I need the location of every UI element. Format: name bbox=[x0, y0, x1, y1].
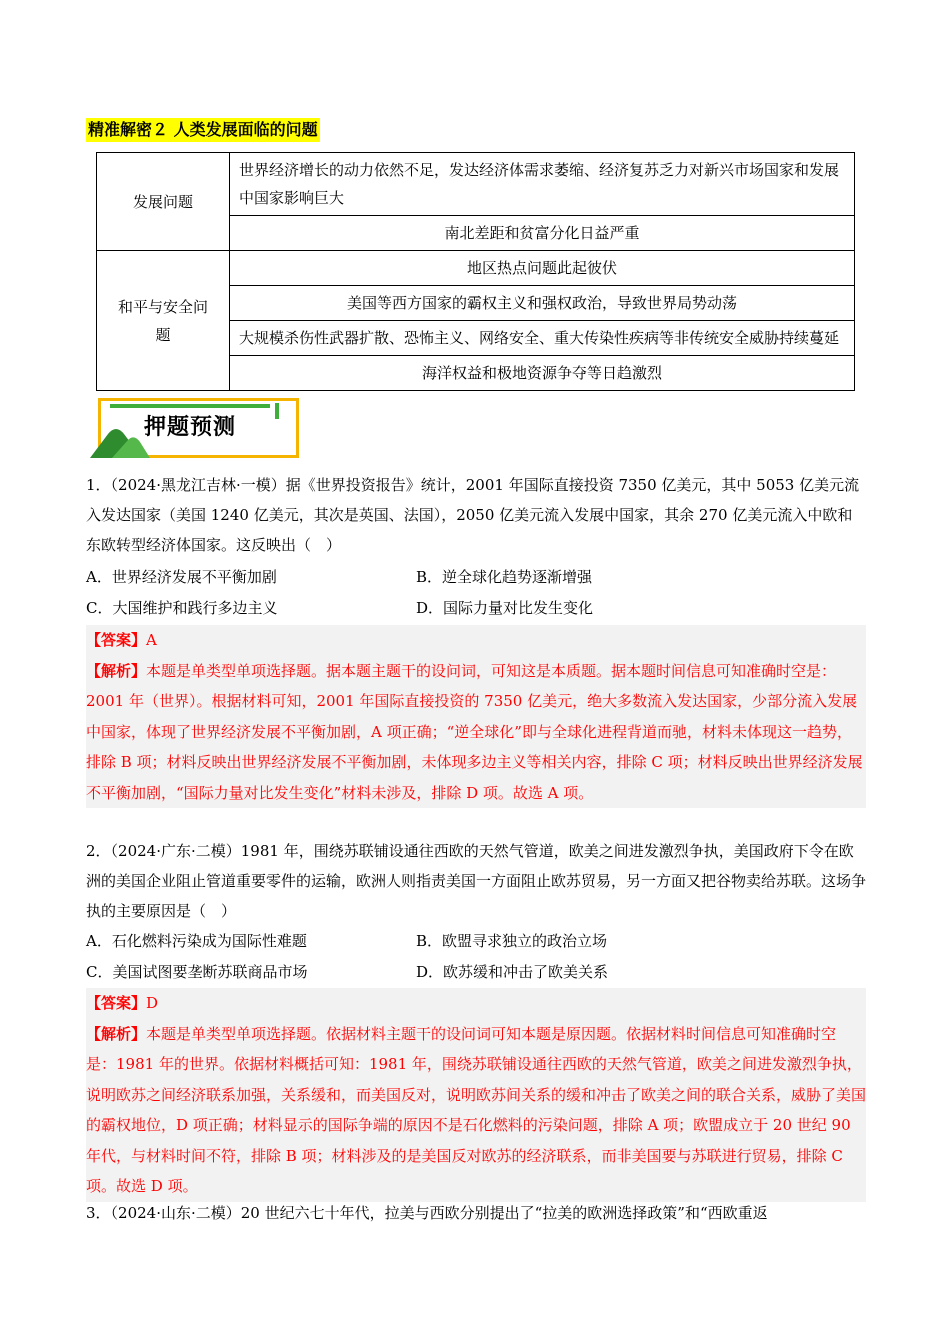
option-c: C．大国维护和践行多边主义 bbox=[86, 599, 278, 617]
question-stem: 3．（2024·山东·二模）20 世纪六七十年代，拉美与西欧分别提出了“拉美的欧洲选择政策”和“西欧重返 bbox=[86, 1204, 768, 1222]
question-3 bbox=[86, 1198, 866, 1228]
question-2 bbox=[86, 836, 866, 926]
table-category-peace-security: 和平与安全问题 bbox=[97, 251, 230, 391]
summary-table bbox=[96, 152, 855, 391]
option-d: D．国际力量对比发生变化 bbox=[416, 599, 594, 617]
analysis-text: 本题是单类型单项选择题。据本题主题干的设问词，可知这是本质题。据本题时间信息可知准确时空是：2001 年（世界）。根据材料可知，2001 年国际直接投资的 7350 亿美元，绝大多数流入发达国家，少部分流入发展中国家，体现了世界经济发展不平衡加剧，A 项正确；“逆全球化”即与全球化进程背道而驰，材料未体现这一趋势，排除 B 项；材料反映出世界经济发展不平衡加剧，未体现多边主义等相关内容，排除 C 项；材料反映出世界经济发展不平衡加剧，“国际力量对比发生变化”材料未涉及，排除 D 项。故选 A 项。 bbox=[86, 661, 863, 802]
question-2-answer-block bbox=[86, 988, 866, 1202]
question-1 bbox=[86, 470, 866, 560]
table-cell: 大规模杀伤性武器扩散、恐怖主义、网络安全、重大传染性疾病等非传统安全威胁持续蔓延 bbox=[230, 321, 855, 356]
answer-value: A bbox=[146, 631, 157, 649]
badge-label: 押题预测 bbox=[144, 415, 237, 440]
table-cell: 世界经济增长的动力依然不足，发达经济体需求萎缩、经济复苏乏力对新兴市场国家和发展中国家影响巨大 bbox=[230, 153, 855, 216]
option-b: B．逆全球化趋势逐渐增强 bbox=[416, 568, 593, 586]
table-cell: 地区热点问题此起彼伏 bbox=[230, 251, 855, 286]
prediction-badge bbox=[90, 396, 296, 458]
question-1-options bbox=[86, 562, 866, 624]
answer-value: D bbox=[146, 994, 159, 1012]
analysis-label: 【解析】 bbox=[86, 1024, 147, 1043]
table-category-development: 发展问题 bbox=[97, 153, 230, 251]
question-2-options bbox=[86, 926, 866, 988]
option-d: D．欧苏缓和冲击了欧美关系 bbox=[416, 963, 609, 981]
analysis-label: 【解析】 bbox=[86, 661, 147, 680]
answer-label: 【答案】 bbox=[86, 994, 147, 1012]
answer-label: 【答案】 bbox=[86, 631, 147, 649]
option-a: A．世界经济发展不平衡加剧 bbox=[86, 568, 277, 586]
table-cell: 南北差距和贫富分化日益严重 bbox=[230, 216, 855, 251]
question-1-answer-block bbox=[86, 625, 866, 808]
badge-tick bbox=[275, 403, 279, 419]
question-stem: 2．（2024·广东·二模）1981 年，围绕苏联铺设通往西欧的天然气管道，欧美之间进发激烈争执，美国政府下令在欧洲的美国企业阻止管道重要零件的运输，欧洲人则指责美国一方面阻止欧苏贸易，另一方面又把谷物卖给苏联。这场争执的主要原因是（ ） bbox=[86, 842, 867, 920]
badge-bar bbox=[110, 404, 270, 408]
option-b: B．欧盟寻求独立的政治立场 bbox=[416, 932, 608, 950]
question-stem: 1．（2024·黑龙江吉林·一模）据《世界投资报告》统计，2001 年国际直接投资 7350 亿美元，其中 5053 亿美元流入发达国家（美国 1240 亿美元，其次是英国、法国），2050 亿美元流入发展中国家，其余 270 亿美元流入中欧和东欧转型经济体国家。这反映出（ ） bbox=[86, 476, 860, 554]
option-c: C．美国试图要垄断苏联商品市场 bbox=[86, 963, 308, 981]
mountain-icon bbox=[90, 412, 150, 458]
table-cell: 海洋权益和极地资源争夺等日趋激烈 bbox=[230, 356, 855, 391]
analysis-text: 本题是单类型单项选择题。依据材料主题干的设问词可知本题是原因题。依据材料时间信息可知准确时空是：1981 年的世界。依据材料概括可知：1981 年，围绕苏联铺设通往西欧的天然气管道，欧美之间进发激烈争执，说明欧苏之间经济联系加强，关系缓和，而美国反对，说明欧苏间关系的缓和冲击了欧美之间的联合关系，威胁了美国的霸权地位，D 项正确；材料显示的国际争端的原因不是石化燃料的污染问题，排除 A 项；欧盟成立于 20 世纪 90 年代，与材料时间不符，排除 B 项；材料涉及的是美国反对欧苏的经济联系，而非美国要与苏联进行贸易，排除 C 项。故选 D 项。 bbox=[86, 1024, 867, 1195]
table-cell: 美国等西方国家的霸权主义和强权政治，导致世界局势动荡 bbox=[230, 286, 855, 321]
option-a: A．石化燃料污染成为国际性难题 bbox=[86, 932, 307, 950]
section-title: 精准解密２ 人类发展面临的问题 bbox=[86, 118, 320, 142]
